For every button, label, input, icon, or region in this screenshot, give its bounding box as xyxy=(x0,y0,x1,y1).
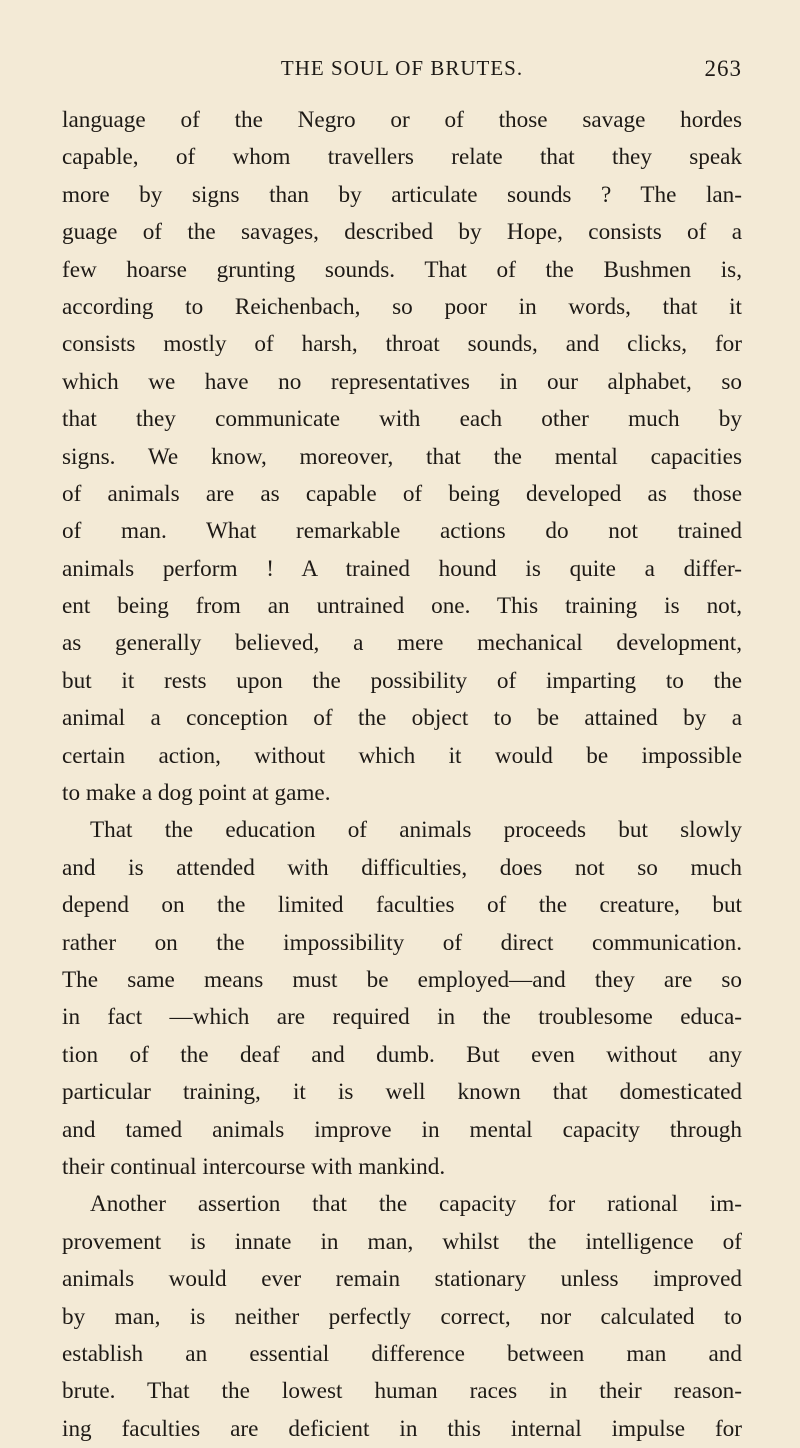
text-line: of man. What remarkable actions do not trained xyxy=(62,518,742,545)
running-head xyxy=(62,56,742,86)
text-line: which we have no representatives in our alphabet, so xyxy=(62,368,742,395)
text-line: and is attended with difficulties, does not so much xyxy=(62,854,742,881)
text-line: That the education of animals proceeds but slowly xyxy=(90,817,742,844)
text-line: animals perform ! A trained hound is quite a differ- xyxy=(62,555,742,582)
text-line: animal a conception of the object to be attained by a xyxy=(62,705,742,732)
text-line: more by signs than by articulate sounds ? The lan- xyxy=(62,181,742,208)
page-number: 263 xyxy=(704,56,742,81)
text-line: establish an essential difference between man and xyxy=(62,1340,742,1367)
text-line: consists mostly of harsh, throat sounds, and clicks, for xyxy=(62,331,742,358)
text-line: but it rests upon the possibility of imparting to the xyxy=(62,667,742,694)
text-line: depend on the limited faculties of the creature, but xyxy=(62,892,742,919)
body-text xyxy=(62,102,742,1448)
text-line: Another assertion that the capacity for rational im- xyxy=(90,1191,742,1218)
text-line: their continual intercourse with mankind. xyxy=(62,1153,446,1180)
text-line: language of the Negro or of those savage hordes xyxy=(62,107,742,133)
text-line: of animals are as capable of being developed as those xyxy=(62,480,742,507)
text-line: ent being from an untrained one. This training is not, xyxy=(62,593,742,620)
text-line: provement is innate in man, whilst the intelligence of xyxy=(62,1228,742,1255)
text-line: certain action, without which it would be impossible xyxy=(62,742,742,769)
text-line: and tamed animals improve in mental capacity through xyxy=(62,1116,742,1143)
text-line: as generally believed, a mere mechanical development, xyxy=(62,630,742,657)
text-line: ing faculties are deficient in this internal impulse for xyxy=(62,1415,742,1442)
text-line: signs. We know, moreover, that the mental capacities xyxy=(62,443,742,470)
text-line: by man, is neither perfectly correct, nor calculated to xyxy=(62,1303,742,1330)
text-line: animals would ever remain stationary unless improved xyxy=(62,1266,742,1293)
text-line: in fact —which are required in the troublesome educa- xyxy=(62,1004,742,1031)
text-line: that they communicate with each other much by xyxy=(62,406,742,433)
running-title: THE SOUL OF BRUTES. xyxy=(280,56,524,80)
text-line: few hoarse grunting sounds. That of the Bushmen is, xyxy=(62,256,742,283)
text-line: particular training, it is well known that domesticated xyxy=(62,1079,742,1106)
text-line: The same means must be employed—and they are so xyxy=(62,966,742,993)
text-line: according to Reichenbach, so poor in words, that it xyxy=(62,293,742,320)
text-line: guage of the savages, described by Hope, consists of a xyxy=(62,219,742,246)
text-line: brute. That the lowest human races in their reason- xyxy=(62,1378,742,1405)
text-line: to make a dog point at game. xyxy=(62,780,331,807)
text-line: rather on the impossibility of direct communication. xyxy=(62,929,742,956)
text-line: capable, of whom travellers relate that they speak xyxy=(62,144,742,171)
text-line: tion of the deaf and dumb. But even without any xyxy=(62,1041,742,1068)
